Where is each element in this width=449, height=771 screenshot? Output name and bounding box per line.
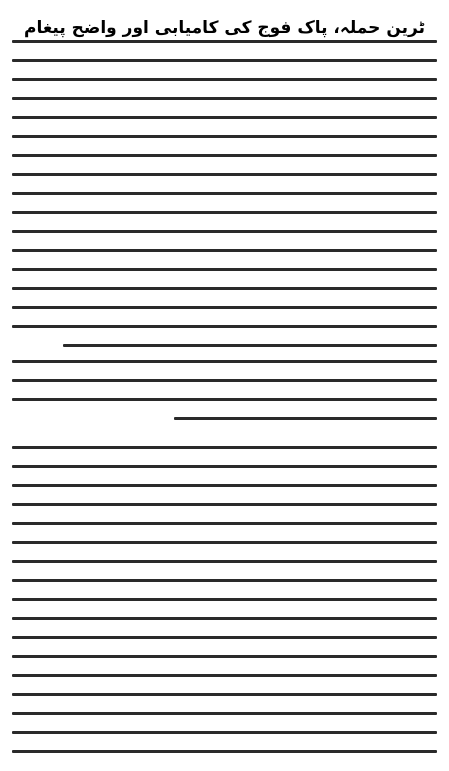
text-line — [12, 731, 437, 734]
text-line — [174, 417, 438, 420]
text-line — [12, 636, 437, 639]
text-line — [12, 192, 437, 195]
text-line — [12, 360, 437, 363]
text-line — [12, 465, 437, 468]
text-line — [12, 78, 437, 81]
text-line — [12, 712, 437, 715]
text-line — [12, 249, 437, 252]
text-line — [63, 344, 437, 347]
text-line — [12, 693, 437, 696]
text-line — [12, 40, 437, 43]
text-line — [12, 674, 437, 677]
text-line — [12, 268, 437, 271]
text-line — [12, 484, 437, 487]
text-line — [12, 541, 437, 544]
text-line — [12, 97, 437, 100]
text-line — [12, 522, 437, 525]
article-paragraph-3 — [12, 446, 437, 769]
text-line — [12, 154, 437, 157]
text-line — [12, 287, 437, 290]
text-line — [12, 750, 437, 753]
text-line — [12, 135, 437, 138]
text-line — [12, 230, 437, 233]
article-paragraph-2 — [12, 360, 437, 436]
text-line — [12, 503, 437, 506]
text-line — [12, 560, 437, 563]
text-line — [12, 579, 437, 582]
text-line — [12, 116, 437, 119]
text-line — [12, 211, 437, 214]
text-line — [12, 306, 437, 309]
text-line — [12, 446, 437, 449]
article-paragraph-1 — [12, 40, 437, 363]
text-line — [12, 598, 437, 601]
article-title: ٹرین حملہ، پاک فوج کی کامیابی اور واضح پیغام — [23, 18, 425, 39]
text-line — [12, 655, 437, 658]
text-line — [12, 173, 437, 176]
text-line — [12, 59, 437, 62]
text-line — [12, 617, 437, 620]
text-line — [12, 379, 437, 382]
text-line — [12, 398, 437, 401]
text-line — [12, 325, 437, 328]
